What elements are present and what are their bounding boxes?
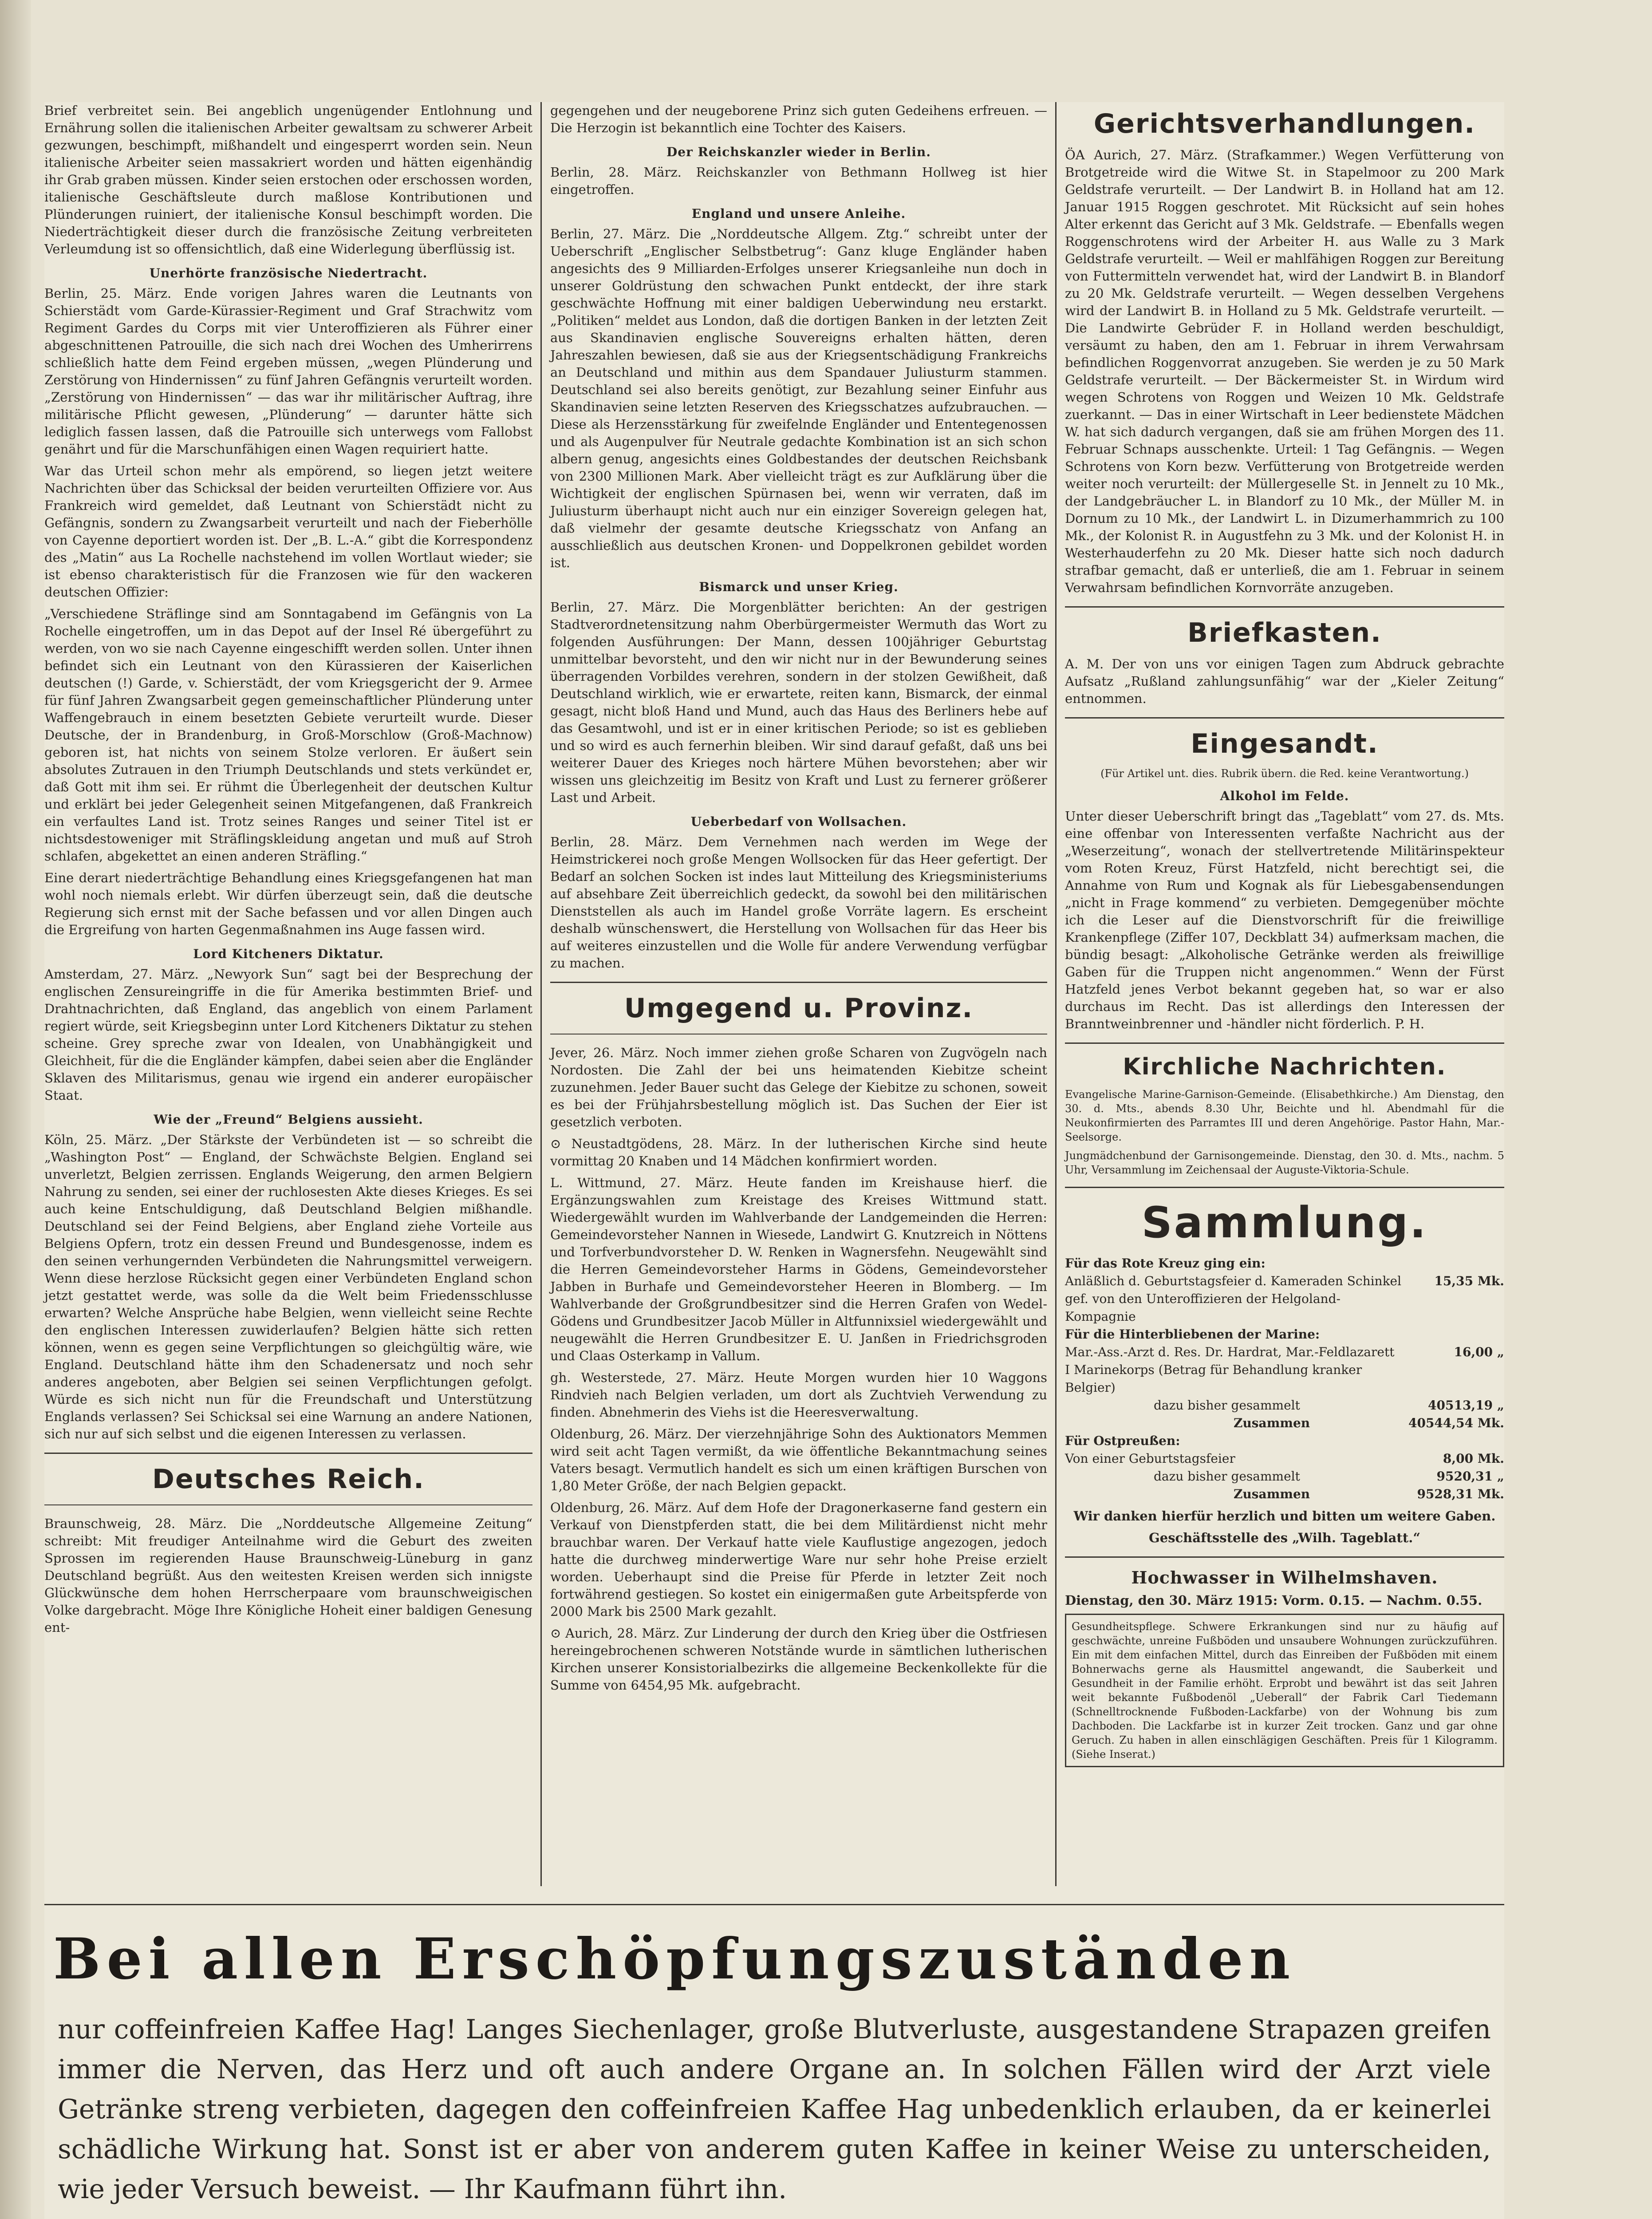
health-notice: Gesundheitspflege. Schwere Erkrankungen sind nur zu häufig auf geschwächte, unreine Fußböden und unsaubere Wohnungen zurückzuführen. Ein mit dem einfachen Mittel, durch das Einreiben der Fußböden mit einem Bohnerwachs gerne als Hausmittel angewandt, die Sauberkeit und Gesundheit in der Familie erhöht. Erprobt und bewährt ist das seit Jahren weit bekannte Fußbodenöl „Ueberall“ der Fabrik Carl Tiedemann (Schnelltrocknende Fußboden-Lackfarbe) von der Wohnung bis zum Dachboden. Die Lackfarbe ist in kurzer Zeit trocken. Ganz und gar ohne Geruch. Zu haben in allen einschlägigen Geschäften. Preis für 1 Kilogramm. (Siehe Inserat.) (1072, 1620, 1498, 1761)
collection-row (1065, 1468, 1504, 1485)
column-rule (540, 102, 542, 1886)
collection-label: Zusammen (1234, 1416, 1310, 1430)
article-text: Eine derart niederträchtige Behandlung eines Kriegsgefangenen hat man wohl noch niemals erlebt. Wir dürfen überzeugt sein, daß die deutsche Regierung sich ernst mit der Sache befassen und vor allen Dingen auch die Ergreifung von harten Gegenmaßnahmen ins Auge fassen wird. (44, 870, 532, 937)
collection-row (1065, 1450, 1504, 1468)
section-divider (1065, 1187, 1504, 1188)
collection-label: Von einer Geburtstagsfeier (1065, 1451, 1235, 1466)
column-3 (1065, 102, 1504, 1767)
article-text: ⊙ Aurich, 28. März. Zur Linderung der durch den Krieg über die Ostfriesen hereingebrochenen schweren Notstände wurde in sämtlichen lutherischen Kirchen unserer Konsistorialbezirks die allgemeine Beckenkollekte für die Summe von 6454,95 Mk. aufgebracht. (550, 1626, 1047, 1693)
section-divider (44, 1453, 532, 1454)
article-text: Berlin, 25. März. Ende vorigen Jahres waren die Leutnants von Schierstädt vom Garde-Kürassier-Regiment und Graf Strachwitz vom Regiment Gardes du Corps mit vier Unteroffizieren als Führer einer abgeschnittenen Patrouille, die sich nach drei Wochen des Umherirrens schließlich hatte dem Feind ergeben müssen, „wegen Plünderung und Zerstörung von Hindernissen“ zu fünf Jahren Gefängnis verurteilt worden. „Zerstörung von Hindernissen“ — das war ihr militärischer Auftrag, ihre militärische Pflicht gewesen, „Plünderung“ — darunter hätte sich lediglich fassen lassen, daß die Patrouille sich unterwegs vom Fallobst genährt und für die Marschunfähigen einen Wagen requiriert hatte. (44, 286, 532, 457)
article-text: „Verschiedene Sträflinge sind am Sonntagabend im Gefängnis von La Rochelle eingetroffen, um in das Depot auf der Insel Ré übergeführt zu werden, von wo sie nach Cayenne eingeschifft werden sollen. Unter ihnen befindet sich ein Leutnant von den Kürassieren der Kaiserlichen deutschen (!) Garde, v. Schierstädt, der vom Kriegsgericht der 9. Armee für fünf Jahren Zwangsarbeit gegen gemeinschaftlicher Plünderung unter Waffengebrauch in einem besetzten Gebiete verurteilt wurde. Dieser Deutsche, der in Brandenburg, in Groß-Morschlow (Groß-Machnow) geboren ist, hat nichts von seinem Stolze verloren. Er äußert sein absolutes Zutrauen in den Triumph Deutschlands und stets verkündet er, daß Gott mit ihm sei. Er rühmt die Überlegenheit der deutschen Kultur und erklärt bei jeder Gelegenheit seinen Mitgefangenen, daß Frankreich ein verfaultes Land ist. Trotz seines Ranges und seiner Titel ist er nichtsdestoweniger mit Sträflingskleidung angetan und muß auf Stroh schlafen, abgekettet an einen anderen Sträfling.“ (44, 606, 532, 864)
section-title: Kirchliche Nachrichten. (1123, 1054, 1447, 1080)
article-text: Oldenburg, 26. März. Auf dem Hofe der Dragonerkaserne fand gestern ein Verkauf von Dienstpferden statt, die bei dem Militärdienst nicht mehr brauchbar waren. Der Verkauf hatte viele Kauflustige angezogen, jedoch hatte die durchweg minderwertige Ware nur sehr hohe Preise erzielt worden. Ueberhaupt sind die Preise für Pferde in letzter Zeit noch fortwährend gestiegen. So kostet ein einigermaßen gute Arbeitspferde von 2000 Mark bis 2500 Mark gezahlt. (550, 1500, 1047, 1619)
article-text: A. M. Der von uns vor einigen Tagen zum Abdruck gebrachte Aufsatz „Rußland zahlungsunfähig“ war der „Kieler Zeitung“ entnommen. (1065, 656, 1504, 706)
article-heading: Lord Kitcheners Diktatur. (193, 947, 384, 961)
section-title: Gerichtsverhandlungen. (1093, 108, 1476, 139)
article-text: ÖA Aurich, 27. März. (Strafkammer.) Wegen Verfütterung von Brotgetreide wird die Witwe St. in Stapelmoor zu 200 Mark Geldstrafe verurteilt. — Der Landwirt B. in Holland hat am 12. Januar 1915 Roggen geschrotet. Mit Rücksicht auf sein hohes Alter erkennt das Gericht auf 3 Mk. Geldstrafe. — Ebenfalls wegen Roggenschrotens wird der Arbeiter H. aus Walle zu 3 Mark Geldstrafe verurteilt. — Weil er mahlfähigen Roggen zur Bereitung von Futtermitteln verwendet hat, wird der Landwirt B. in Blandorf zu 20 Mk. Geldstrafe verurteilt. — Wegen desselben Vergehens wird der Landwirt B. in Holland zu 5 Mk. Geldstrafe verurteilt. — Die Landwirte Gebrüder F. in Holland werden beschuldigt, versäumt zu haben, den am 1. Februar in ihrem Verwahrsam befindlichen Roggenvorrat anzugeben. Sie werden je zu 50 Mark Geldstrafe verurteilt. — Der Bäckermeister St. in Wirdum wird wegen Schrotens von Roggen und Weizen 10 Mk. Geldstrafe zuerkannt. — Das in einer Wirtschaft in Leer bedienstete Mädchen W. hat sich dadurch vergangen, daß sie am frühen Morgen des 11. Februar Schnaps ausschenkte. Urteil: 1 Tag Gefängnis. — Wegen Schrotens von Korn bezw. Verfütterung von Brotgetreide werden weiter noch verurteilt: der Müllergeselle St. in Jennelt zu 10 Mk., der Landgebräucher L. in Blandorf zu 10 Mk., der Müller M. in Dornum zu 10 Mk., der Landwirt L. in Dizumerhammrich zu 100 Mk., der Kolonist R. in Augustfehn zu 3 Mk. und der Kolonist H. in Westerhauderfehn zu 20 Mk. Dieser hatte sich noch dadurch strafbar gemacht, daß er unterließ, die am 1. Februar in seinem Verwahrsam befindlichen Kornvorräte anzugeben. (1065, 147, 1504, 595)
article-text: Amsterdam, 27. März. „Newyork Sun“ sagt bei der Besprechung der englischen Zensureingriffe in die für Amerika bestimmten Brief- und Drahtnachrichten, daß England, das angeblich von einem Parlament regiert würde, seit Kriegsbeginn unter Lord Kitcheners Diktatur zu stehen scheine. Grey spreche zwar von Idealen, von Unabhängigkeit und Gleichheit, für die die Engländer kämpfen, dabei seien aber die Engländer Sklaven des Militarismus, genau wie irgend ein anderer europäischer Staat. (44, 967, 532, 1103)
ad-divider (44, 1904, 1504, 1905)
section-title: Deutsches Reich. (152, 1464, 425, 1495)
section-divider (1065, 717, 1504, 719)
article-text: Berlin, 28. März. Reichskanzler von Bethmann Hollweg ist hier eingetroffen. (550, 165, 1047, 197)
article-heading: Unerhörte französische Niedertracht. (149, 266, 428, 280)
newspaper-page (44, 102, 1504, 2219)
collection-label: Zusammen (1234, 1487, 1310, 1501)
section-divider (44, 1504, 532, 1505)
ad-body: nur coffeinfreien Kaffee Hag! Langes Siechenlager, große Blutverluste, ausgestandene Strapazen greifen immer die Nerven, das Herz und oft auch andere Organe an. In solchen Fällen wird der Arzt viele Getränke streng verbieten, dagegen den coffeinfreien Kaffee Hag unbedenklich erlauben, da er keinerlei schädliche Wirkung hat. Sonst ist er aber von anderem guten Kaffee in keiner Weise zu unterscheiden, wie jeder Versuch beweist. — Ihr Kaufmann führt ihn. (58, 2014, 1491, 2205)
article-heading: Alkohol im Felde. (1220, 789, 1349, 803)
article-text: Jever, 26. März. Noch immer ziehen große Scharen von Zugvögeln nach Nordosten. Die Zahl der bei uns heimatenden Kiebitze scheint zuzunehmen. Jeder Bauer sucht das Gelege der Kiebitze zu schonen, soweit es bei der Frühjahrsbestellung möglich ist. Das Suchen der Eier ist gesetzlich verboten. (550, 1045, 1047, 1129)
health-notice-box (1065, 1614, 1504, 1767)
article-text: L. Wittmund, 27. März. Heute fanden im Kreishause hierf. die Ergänzungswahlen zum Kreistage des Kreises Wittmund statt. Wiedergewählt wurden im Wahlverbande der Landgemeinden die Herren: Gemeindevorsteher Nannen in Wiesede, Landwirt G. Knutzreich in Nöttens und Torfverbundvorsteher D. W. Renken in Wagnersfehn. Neugewählt sind die Herren Gemeindevorsteher Harms in Gödens, Gemeindevorsteher Jabben in Burhafe und Gemeindevorsteher Heeren in Blomberg. — Im Wahlverbande der Großgrundbesitzer sind die Herren Grafen von Wedel-Gödens und Grundbesitzer Jacob Müller in Altfunnixsiel wiedergewählt und neugewählt die Herren Grundbesitzer E. U. Janßen in Friedrichsgroden und Claas Osterkamp in Vallum. (550, 1175, 1047, 1363)
collection-amount: 9528,31 Mk. (1417, 1487, 1504, 1501)
article-heading: Der Reichskanzler wieder in Berlin. (666, 145, 931, 159)
collection-amount: 15,35 Mk. (1434, 1274, 1504, 1288)
section-title: Briefkasten. (1187, 617, 1382, 648)
collection-amount: 9520,31 „ (1436, 1469, 1504, 1484)
article-heading: Wie der „Freund“ Belgiens aussieht. (154, 1112, 423, 1127)
collection-label: Mar.-Ass.-Arzt d. Res. Dr. Hardrat, Mar.-Feldlazarett I Marinekorps (Betrag für Behandlung kranker Belgier) (1065, 1345, 1395, 1395)
article-text: Unter dieser Ueberschrift bringt das „Tageblatt“ vom 27. ds. Mts. eine offenbar von Interessenten verfaßte Nachricht aus der „Weserzeitung“, wonach der stellvertretende Militärinspekteur vom Roten Kreuz, Fürst Hatzfeld, nicht berechtigt sei, die Annahme von Rum und Kognak als für Liebesgabensendungen „nicht in Frage kommend“ zu verbieten. Demgegenüber möchte ich die Leser auf die Dienstvorschrift für die freiwillige Krankenpflege (Ziffer 107, Deckblatt 34) aufmerksam machen, die bündig besagt: „Alkoholische Getränke werden als freiwillige Gaben für die Truppen nicht angenommen.“ Wenn der Fürst Hatzfeld jenes Verbot bekannt gegeben hat, so war er also durchaus im Recht. Das ist allerdings den Interessen der Branntweinbrenner und -händler nicht förderlich. P. H. (1065, 809, 1504, 1031)
section-divider (550, 982, 1047, 983)
article-text: Berlin, 27. März. Die „Norddeutsche Allgem. Ztg.“ schreibt unter der Ueberschrift „Englischer Selbstbetrug“: Ganz kluge Engländer haben angesichts des 9 Milliarden-Erfolges unserer Kriegsanleihe nun doch in unserer Goldrüstung den schwachen Punkt entdeckt, der ihre stark geschwächte Hoffnung mit einer baldigen Ueberwindung neu erstarkt. „Politiken“ meldet aus London, daß die dortigen Banken in der letzten Zeit aus Skandinavien englische Souvereigns erhalten hätten, deren Jahreszahlen bewiesen, daß sie aus der Kriegsentschädigung Frankreichs an Deutschland und mithin aus dem Spandauer Juliusturm stammen. Deutschland sei also bereits genötigt, zur Bezahlung seiner Einfuhr aus Skandinavien seine letzten Reserven des Kriegsschatzes aufzubrauchen. — Diese als Herzensstärkung für zweifelnde Engländer und Ententegenossen und als Augenpulver für Neutrale gedachte Kombination ist an sich schon albern genug, angesichts eines Goldbestandes der deutschen Reichsbank von 2300 Millionen Mark. Aber vielleicht trägt es zur Aufklärung über die Wichtigkeit der englischen Spürnasen bei, wenn wir verraten, daß im Juliusturm überhaupt nicht auch nur ein einziger Sovereign gelegen hat, daß vielmehr der gesamte deutsche Kriegsschatz von Anfang an ausschließlich aus deutschen Kronen- und Doppelkronen gebildet worden ist. (550, 226, 1047, 570)
tide-title: Hochwasser in Wilhelmshaven. (1131, 1568, 1438, 1587)
collection-label: dazu bisher gesammelt (1154, 1469, 1300, 1484)
collection-label: dazu bisher gesammelt (1154, 1398, 1300, 1413)
collection-amount: 40544,54 Mk. (1408, 1416, 1504, 1430)
article-text: War das Urteil schon mehr als empörend, so liegen jetzt weitere Nachrichten über das Schicksal der beiden verurteilten Offiziere vor. Aus Frankreich wird gemeldet, daß Leutnant von Schierstädt nicht zu Gefängnis, sondern zu Zwangsarbeit verurteilt und nach der Fieberhölle von Cayenne deportiert worden ist. Der „B. L.-A.“ gibt die Korrespondenz des „Matin“ aus La Rochelle nachstehend im vollen Wortlaut wieder; sie ist ebenso charakteristisch für die Franzosen wie für den wackeren deutschen Offizier: (44, 463, 532, 600)
collection-amount: 40513,19 „ (1428, 1398, 1504, 1413)
article-heading: Bismarck und unser Krieg. (699, 580, 899, 594)
collection-amount: 8,00 Mk. (1443, 1451, 1504, 1466)
section-title: Umgegend u. Provinz. (624, 993, 974, 1024)
collection-office: Geschäftsstelle des „Wilh. Tageblatt.“ (1148, 1530, 1421, 1545)
article-text: ⊙ Neustadtgödens, 28. März. In der lutherischen Kirche sind heute vormittag 20 Knaben und 14 Mädchen konfirmiert worden. (550, 1136, 1047, 1169)
disclaimer: (Für Artikel unt. dies. Rubrik übern. die Red. keine Verantwortung.) (1100, 767, 1469, 780)
article-text: Köln, 25. März. „Der Stärkste der Verbündeten ist — so schreibt die „Washington Post“ — England, der Schwächste Belgien. England sei unverletzt, Belgien zerrissen. Englands Weigerung, den armen Belgiern Nahrung zu senden, sei einer der ruchlosesten Akte dieses Krieges. Es sei auch keine Entschuldigung, daß Deutschland Belgien mißhandle. Deutschland sei der Feind Belgiens, aber England ziehe Vorteile aus Belgiens Opfern, trotz ein dessen Freund und Bundesgenosse, indem es den seinen verhungernden Verbündeten die Nahrungsmittel verweigern. Wenn diese herzlose Rücksicht gegen einer Verbündeten England schon jetzt gestattet werde, was solle da die Welt beim Friedensschlusse erwarten? Welche Ansprüche habe Belgien, wenn vielleicht seine Rechte den englischen Interessen zuwiderlaufen? Belgien hätte sich retten können, wenn es gegen seine Verpflichtungen so gleichgültig wäre, wie England. Deutschland hätte ihm den Schadenersatz und noch sehr anderes angeboten, aber Belgien sei seinen Verpflichtungen gefolgt. Würde es sich nicht nun für die Freundschaft und Unterstützung Englands verlassen? Sei Schicksal sei eine Warnung an andere Nationen, sich nur auf sich selbst und die eigenen Interessen zu verlassen. (44, 1132, 532, 1441)
ad-headline: Bei allen Erschöpfungszuständen (53, 1926, 1297, 1992)
church-notice: Evangelische Marine-Garnison-Gemeinde. (Elisabethkirche.) Am Dienstag, den 30. d. Mts., abends 8.30 Uhr, Beichte und hl. Abendmahl für die Neukonfirmierten des Parramtes III und deren Angehörige. Pastor Hahn, Mar.-Seelsorge. (1065, 1088, 1504, 1143)
collection-amount: 16,00 „ (1454, 1345, 1504, 1359)
collection-heading: Für das Rote Kreuz ging ein: (1065, 1256, 1266, 1271)
tide-times: Dienstag, den 30. März 1915: Vorm. 0.15. — Nachm. 0.55. (1065, 1593, 1482, 1608)
article-text: Brief verbreitet sein. Bei angeblich ungenügender Entlohnung und Ernährung sollen die italienischen Arbeiter gewaltsam zu schwerer Arbeit gezwungen, beschimpft, mißhandelt und eingesperrt worden sein. Neun italienische Arbeiter seien massakriert worden und hätten eigenhändig ihr Grab graben müssen. Kinder seien erstochen oder erschossen worden, italienische Geschäftsleute durch maßlose Kontributionen und Plünderungen ruiniert, der italienische Konsul beschimpft worden. Die Niederträchtigkeit dieser durch die französische Zeitung verbreiteten Verleumdung ist so offensichtlich, daß eine Widerlegung überflüssig ist. (44, 103, 532, 257)
collection-heading: Für die Hinterbliebenen der Marine: (1065, 1327, 1320, 1342)
collection-row (1065, 1272, 1504, 1326)
church-notice: Jungmädchenbund der Garnisongemeinde. Dienstag, den 30. d. Mts., nachm. 5 Uhr, Versammlung im Zeichensaal der Auguste-Viktoria-Schule. (1065, 1149, 1504, 1176)
page-fold-shadow (0, 0, 31, 2219)
collection-label: Anläßlich d. Geburtstagsfeier d. Kameraden Schinkel gef. von den Unteroffizieren der Helgoland-Kompagnie (1065, 1274, 1402, 1324)
advertisement (44, 1926, 1504, 2209)
article-text: Braunschweig, 28. März. Die „Norddeutsche Allgemeine Zeitung“ schreibt: Mit freudiger Anteilnahme wird die Geburt des zweiten Sprossen im regierenden Hause Braunschweig-Lüneburg in ganz Deutschland begrüßt. Aus den weitesten Kreisen werden sich innigste Glückwünsche dem hohen Herrscherpaare vom braunschweigischen Volke dargebracht. Möge Ihre Königliche Hoheit einer baldigen Genesung ent- (44, 1516, 532, 1635)
section-divider (1065, 1556, 1504, 1558)
column-2 (550, 102, 1047, 1698)
collection-row (1065, 1397, 1504, 1414)
column-1 (44, 102, 532, 1641)
column-rule (1055, 102, 1057, 1886)
collection-heading: Für Ostpreußen: (1065, 1433, 1180, 1448)
article-heading: Ueberbedarf von Wollsachen. (690, 814, 907, 829)
section-divider (1065, 1042, 1504, 1044)
collection-thanks: Wir danken hierfür herzlich und bitten um weitere Gaben. (1073, 1508, 1496, 1524)
collection-total (1065, 1414, 1504, 1432)
article-text: gegengehen und der neugeborene Prinz sich guten Gedeihens erfreuen. — Die Herzogin ist bekanntlich eine Tochter des Kaisers. (550, 103, 1047, 135)
article-text: Berlin, 27. März. Die Morgenblätter berichten: An der gestrigen Stadtverordnetensitzung nahm Oberbürgermeister Wermuth das Wort zu folgenden Ausführungen: Der Mann, dessen 100jähriger Geburtstag unmittelbar bevorsteht, und den wir nicht nur in der Bewunderung seines überragenden Vorbildes verehren, sondern in der stolzen Gewißheit, daß Deutschland wirklich, wie er erwartete, reiten kann, Bismarck, der einmal gesagt, nicht bloß Hand und Mund, auch das Haus des Berliners hebe auf das Gesamtwohl, und ist er in einer kritischen Periode; so ist es geblieben und so wird es auch fernerhin bleiben. Wir sind darauf gefaßt, daß uns bei weiterer Dauer des Krieges noch härtere Mühen bevorstehen; aber wir wissen uns gleichzeitig im Besitz von Kraft und Lust zu fernerer größerer Last und Arbeit. (550, 600, 1047, 805)
article-text: Berlin, 28. März. Dem Vernehmen nach werden im Wege der Heimstrickerei noch große Mengen Wollsocken für das Heer gefertigt. Der Bedarf an solchen Socken ist indes laut Mitteilung des Kriegsministeriums auf absehbare Zeit überreichlich gedeckt, da sowohl bei den militärischen Dienststellen als auch im Handel große Vorräte lagern. Es erscheint deshalb wünschenswert, die Herstellung von Wollsachen für das Heer bis auf weiteres einzustellen und die Wolle für andere Verwendung verfügbar zu machen. (550, 834, 1047, 971)
collection-total (1065, 1485, 1504, 1503)
section-divider (1065, 606, 1504, 608)
section-title: Sammlung. (1141, 1198, 1428, 1248)
article-text: Oldenburg, 26. März. Der vierzehnjährige Sohn des Auktionators Memmen wird seit acht Tagen vermißt, da wie öffentliche Bekanntmachung seines Vaters besagt. Vermutlich handelt es sich um einen kräftigen Burschen von 1,80 Meter Größe, der nach Belgien gepackt. (550, 1426, 1047, 1493)
article-text: gh. Westerstede, 27. März. Heute Morgen wurden hier 10 Waggons Rindvieh nach Belgien verladen, um dort als Zuchtvieh Verwendung zu finden. Abnehmerin des Viehs ist die Heeresverwaltung. (550, 1370, 1047, 1420)
article-heading: England und unsere Anleihe. (691, 206, 906, 221)
section-title: Eingesandt. (1191, 728, 1379, 759)
collection-row (1065, 1343, 1504, 1397)
